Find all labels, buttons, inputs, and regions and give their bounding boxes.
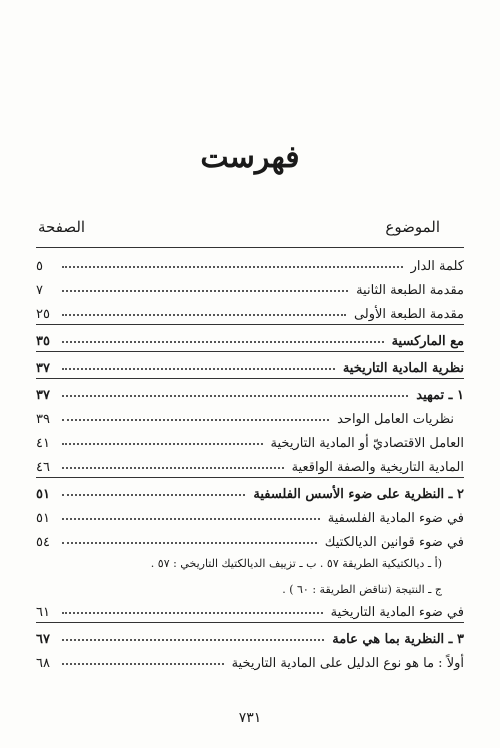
toc-entry [36, 647, 464, 671]
leader-dots [62, 418, 329, 421]
toc-entry-label: ٢ ـ النظرية على ضوء الأسس الفلسفية [253, 487, 464, 502]
toc-entry [36, 250, 464, 274]
toc-entry [36, 451, 464, 475]
leader-dots [62, 541, 317, 544]
toc-entry-page: ٦٨ [36, 656, 50, 671]
toc-entry [36, 324, 464, 349]
toc-entry-page: ٦٧ [36, 632, 50, 647]
toc-entry-label: أولاً : ما هو نوع الدليل على المادية التاريخية [231, 656, 464, 671]
toc-entry-label: في ضوء المادية الفلسفية [327, 511, 464, 526]
toc-entry-page: ٧ [36, 283, 43, 298]
toc-entry-label: مع الماركسية [391, 334, 464, 349]
toc-subnote: (أ ـ ديالكتيكية الطريقة ٥٧ . ب ـ تزييف الديالكتيك التاريخي : ٥٧ . [150, 557, 442, 570]
toc-entry-label: نظرية المادية التاريخية [342, 361, 464, 376]
toc-entry-label: مقدمة الطبعة الثانية [356, 283, 464, 298]
toc-entry-label: مقدمة الطبعة الأولى [353, 307, 464, 322]
leader-dots [62, 265, 403, 268]
toc-entry-page: ٥١ [36, 487, 50, 502]
toc-entry-page: ٤٦ [36, 460, 50, 475]
toc-entry-page: ٣٥ [36, 334, 50, 349]
toc-entry-page: ٣٧ [36, 388, 50, 403]
toc-entry [36, 526, 464, 550]
toc-entry-label: نظريات العامل الواحد [337, 412, 454, 427]
toc-entry [36, 403, 464, 427]
toc-entry-page: ٥١ [36, 511, 50, 526]
toc-entry-label: كلمة الدار [410, 259, 464, 274]
toc-entry-page: ٣٧ [36, 361, 50, 376]
toc-entry [36, 427, 464, 451]
toc-entry-page: ٥ [36, 259, 43, 274]
page-title: فهرست [200, 140, 300, 175]
leader-dots [62, 611, 323, 614]
toc-entry-page: ٤١ [36, 436, 50, 451]
leader-dots [62, 517, 320, 520]
toc-entry-page: ٦١ [36, 605, 50, 620]
toc-entry-page: ٥٤ [36, 535, 50, 550]
toc-entry [36, 502, 464, 526]
column-header-topic: الموضوع [385, 218, 440, 236]
header-rule [36, 247, 464, 248]
page-number: ٧٣١ [238, 710, 262, 726]
leader-dots [62, 466, 284, 469]
toc-entry-page: ٢٥ [36, 307, 50, 322]
leader-dots [62, 638, 324, 641]
toc-entry [36, 274, 464, 298]
leader-dots [62, 493, 245, 496]
toc-subnote: ج ـ النتيجة (تناقض الطريقة : ٦٠ ) . [282, 583, 442, 596]
leader-dots [62, 442, 263, 445]
toc-entry-label: ٣ ـ النظرية بما هي عامة [332, 632, 464, 647]
leader-dots [62, 367, 335, 370]
leader-dots [62, 313, 346, 316]
toc-entry [36, 351, 464, 376]
toc-entry-page: ٣٩ [36, 412, 50, 427]
toc-entry-label: المادية التاريخية والصفة الواقعية [291, 460, 464, 475]
column-header-page: الصفحة [38, 218, 86, 236]
toc-entry-label: العامل الاقتصاديّ أو المادية التاريخية [270, 436, 464, 451]
toc-entry [36, 477, 464, 502]
leader-dots [62, 289, 348, 292]
toc-list [36, 250, 464, 671]
toc-entry-label: في ضوء المادية التاريخية [330, 605, 464, 620]
toc-entry [36, 298, 464, 322]
toc-entry [36, 378, 464, 403]
toc-entry-label: في ضوء قوانين الديالكتيك [324, 535, 464, 550]
leader-dots [62, 394, 408, 397]
leader-dots [62, 662, 224, 665]
toc-entry-label: ١ ـ تمهيد [416, 388, 464, 403]
toc-entry [36, 596, 464, 620]
toc-entry [36, 622, 464, 647]
leader-dots [62, 340, 384, 343]
